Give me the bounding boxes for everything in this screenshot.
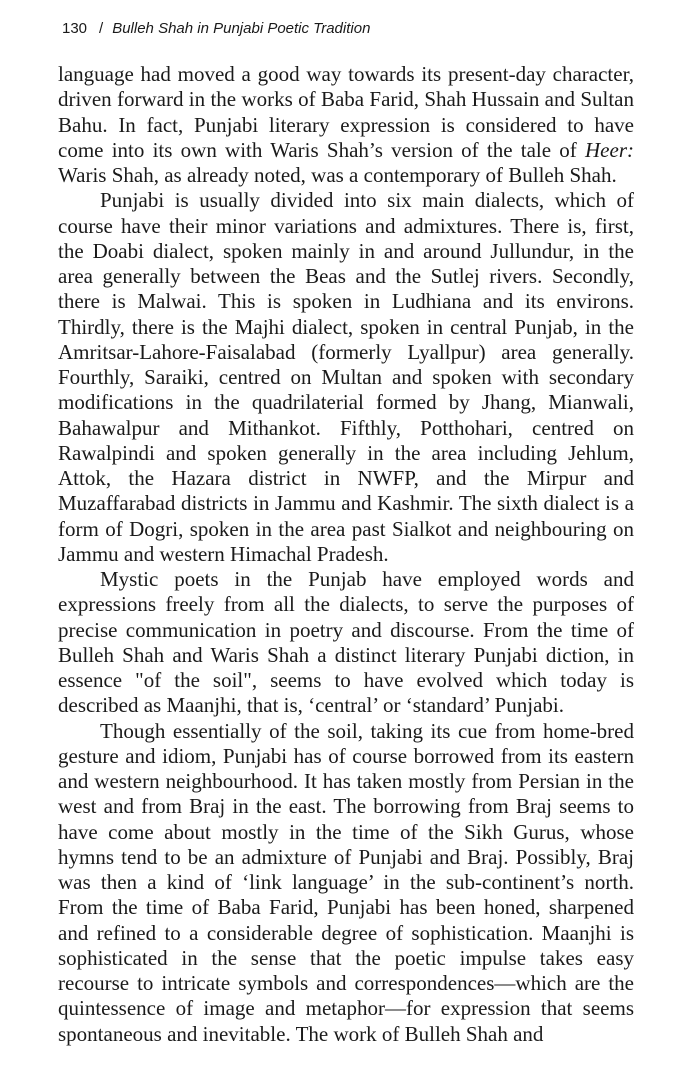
heer-italic: Heer:	[585, 137, 634, 162]
paragraph-3: Mystic poets in the Punjab have employed words and expressions freely from all the dialects, to serve the purposes of precise communication in poetry and discourse. From the time of Bulleh Shah and Waris Shah a distinct literary Punjabi diction, in essence "of the soil", seems to have evolved which today is described as Maanjhi, that is, ‘central’ or ‘standard’ Punjabi.	[58, 567, 634, 718]
paragraph-4: Though essentially of the soil, taking its cue from home-bred gesture and idiom, Punjabi has of course borrowed from its eastern and western neighbourhood. It has taken mostly from Persian in the west and from Braj in the east. The borrowing from Braj seems to have come about mostly in the time of the Sikh Gurus, whose hymns tend to be an admixture of Punjabi and Braj. Possibly, Braj was then a kind of ‘link language’ in the sub-continent’s north. From the time of Baba Farid, Punjabi has been honed, sharpened and refined to a considerable degree of sophistication. Maanjhi is sophisticated in the sense that the poetic impulse takes easy recourse to intricate symbols and correspondences—which are the quintessence of image and metaphor—for expression that seems spontaneous and inevitable. The work of Bulleh Shah and	[58, 718, 634, 1046]
paragraph-1-text-a: language had moved a good way towards its present-day character, driven forward in the works of Baba Farid, Shah Hussain and Sultan Bahu. In fact, Punjabi literary expression is considered to have come into its own with Waris Shah’s version of the tale of	[58, 62, 634, 162]
body-text	[58, 62, 634, 1047]
running-head	[62, 20, 370, 37]
paragraph-1	[58, 62, 634, 188]
paragraph-1-text-b: Waris Shah, as already noted, was a contemporary of Bulleh Shah.	[58, 163, 617, 187]
header-separator: /	[99, 20, 104, 37]
book-title: Bulleh Shah in Punjabi Poetic Tradition	[112, 20, 371, 37]
paragraph-2: Punjabi is usually divided into six main dialects, which of course have their minor variations and admixtures. There is, first, the Doabi dialect, spoken mainly in and around Jullundur, in the area generally between the Beas and the Sutlej rivers. Secondly, there is Malwai. This is spoken in Ludhiana and its environs. Thirdly, there is the Majhi dialect, spoken in central Punjab, in the Amritsar-Lahore-Faisalabad (formerly Lyallpur) area generally. Fourthly, Saraiki, centred on Multan and spoken with secondary modifications in the quadrilaterial formed by Jhang, Mianwali, Bahawalpur and Mithankot. Fifthly, Potthohari, centred on Rawalpindi and spoken generally in the area including Jehlum, Attok, the Hazara district in NWFP, and the Mirpur and Muzaffarabad districts in Jammu and Kashmir. The sixth dialect is a form of Dogri, spoken in the area past Sialkot and neighbouring on Jammu and western Himachal Pradesh.	[58, 188, 634, 566]
page-number: 130	[62, 20, 88, 37]
